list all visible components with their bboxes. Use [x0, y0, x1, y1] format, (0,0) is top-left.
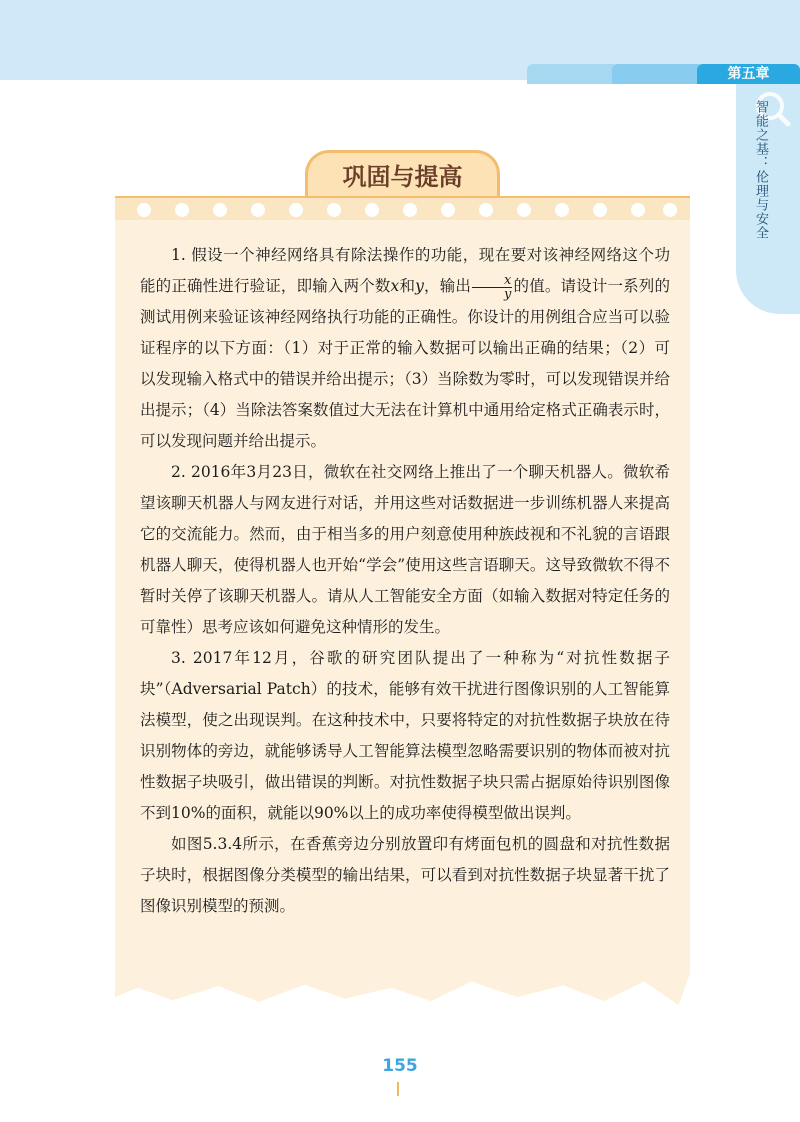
exercise-2: 2. 2016年3月23日，微软在社交网络上推出了一个聊天机器人。微软希望该聊天机器人与网友进行对话，并用这些对话数据进一步训练机器人来提高它的交流能力。然而，由于相当多的用户刻意使用种族歧视和不礼貌的言语跟机器人聊天，使得机器人也开始“学会”使用这些言语聊天。这导致微软不得不暂时关停了该聊天机器人。请从人工智能安全方面（如输入数据对特定任务的可靠性）思考应该如何避免这种情形的发生。 — [140, 463, 670, 636]
fraction-denominator: y — [504, 286, 512, 302]
page-number: 155 — [382, 1056, 418, 1076]
exercise-1-text-b: ，输出 — [423, 277, 472, 295]
binding-hole — [137, 203, 151, 217]
binding-hole — [365, 203, 379, 217]
notebook-binding — [115, 196, 690, 222]
section-banner-wrap — [305, 150, 500, 196]
binding-hole — [403, 203, 417, 217]
exercise-3-figure-note: 如图5.3.4所示，在香蕉旁边分别放置印有烤面包机的圆盘和对抗性数据子块时，根据图像分类模型的输出结果，可以看到对抗性数据子块显著干扰了图像识别模型的预测。 — [140, 835, 670, 915]
chapter-tab-decor-2 — [612, 64, 704, 84]
variable-x: x — [390, 277, 400, 295]
binding-hole — [479, 203, 493, 217]
page-number-bar — [397, 1082, 399, 1096]
fraction-x-over-y — [472, 274, 512, 301]
exercise-1-text-c: 的值。请设计一系列的测试用例来验证该神经网络执行功能的正确性。你设计的用例组合应当可以验证程序的以下方面：（1）对于正常的输入数据可以输出正确的结果；（2）可以发现输入格式中的错误并给出提示；（3）当除数为零时，可以发现错误并给出提示；（4）当除法答案数值过大无法在计算机中通用给定格式正确表示时，可以发现问题并给出提示。 — [140, 277, 670, 450]
binding-hole — [175, 203, 189, 217]
variable-y: y — [415, 277, 424, 295]
binding-hole — [593, 203, 607, 217]
binding-hole — [517, 203, 531, 217]
binding-hole — [327, 203, 341, 217]
binding-hole — [663, 203, 677, 217]
exercise-1-and: 和 — [399, 277, 416, 295]
binding-hole — [289, 203, 303, 217]
binding-hole — [251, 203, 265, 217]
exercise-1-text-a: 1. 假设一个神经网络具有除法操作的功能，现在要对该神经网络这个功能的正确性进行验证，即输入两个数 — [140, 246, 670, 295]
binding-hole — [631, 203, 645, 217]
binding-hole — [441, 203, 455, 217]
side-chapter-title: 智能之基：伦理与安全 — [753, 100, 768, 240]
chapter-tab: 第五章 — [697, 64, 800, 84]
binding-hole — [213, 203, 227, 217]
exercise-content — [140, 240, 670, 922]
section-banner: 巩固与提高 — [305, 150, 500, 200]
fraction-numerator: x — [472, 274, 512, 288]
chapter-tab-decor-1 — [527, 64, 619, 84]
chapter-tab-strip — [0, 64, 800, 84]
binding-hole — [555, 203, 569, 217]
exercise-3: 3. 2017年12月，谷歌的研究团队提出了一种称为“对抗性数据子块”（Adversarial Patch）的技术，能够有效干扰进行图像识别的人工智能算法模型，使之出现误判。在这种技术中，只要将特定的对抗性数据子块放在待识别物体的旁边，就能够诱导人工智能算法模型忽略需要识别的物体而被对抗性数据子块吸引，做出错误的判断。对抗性数据子块只需占据原始待识别图像不到10%的面积，就能以90%以上的成功率使得模型做出误判。 — [140, 649, 670, 822]
exercise-1 — [140, 240, 670, 457]
